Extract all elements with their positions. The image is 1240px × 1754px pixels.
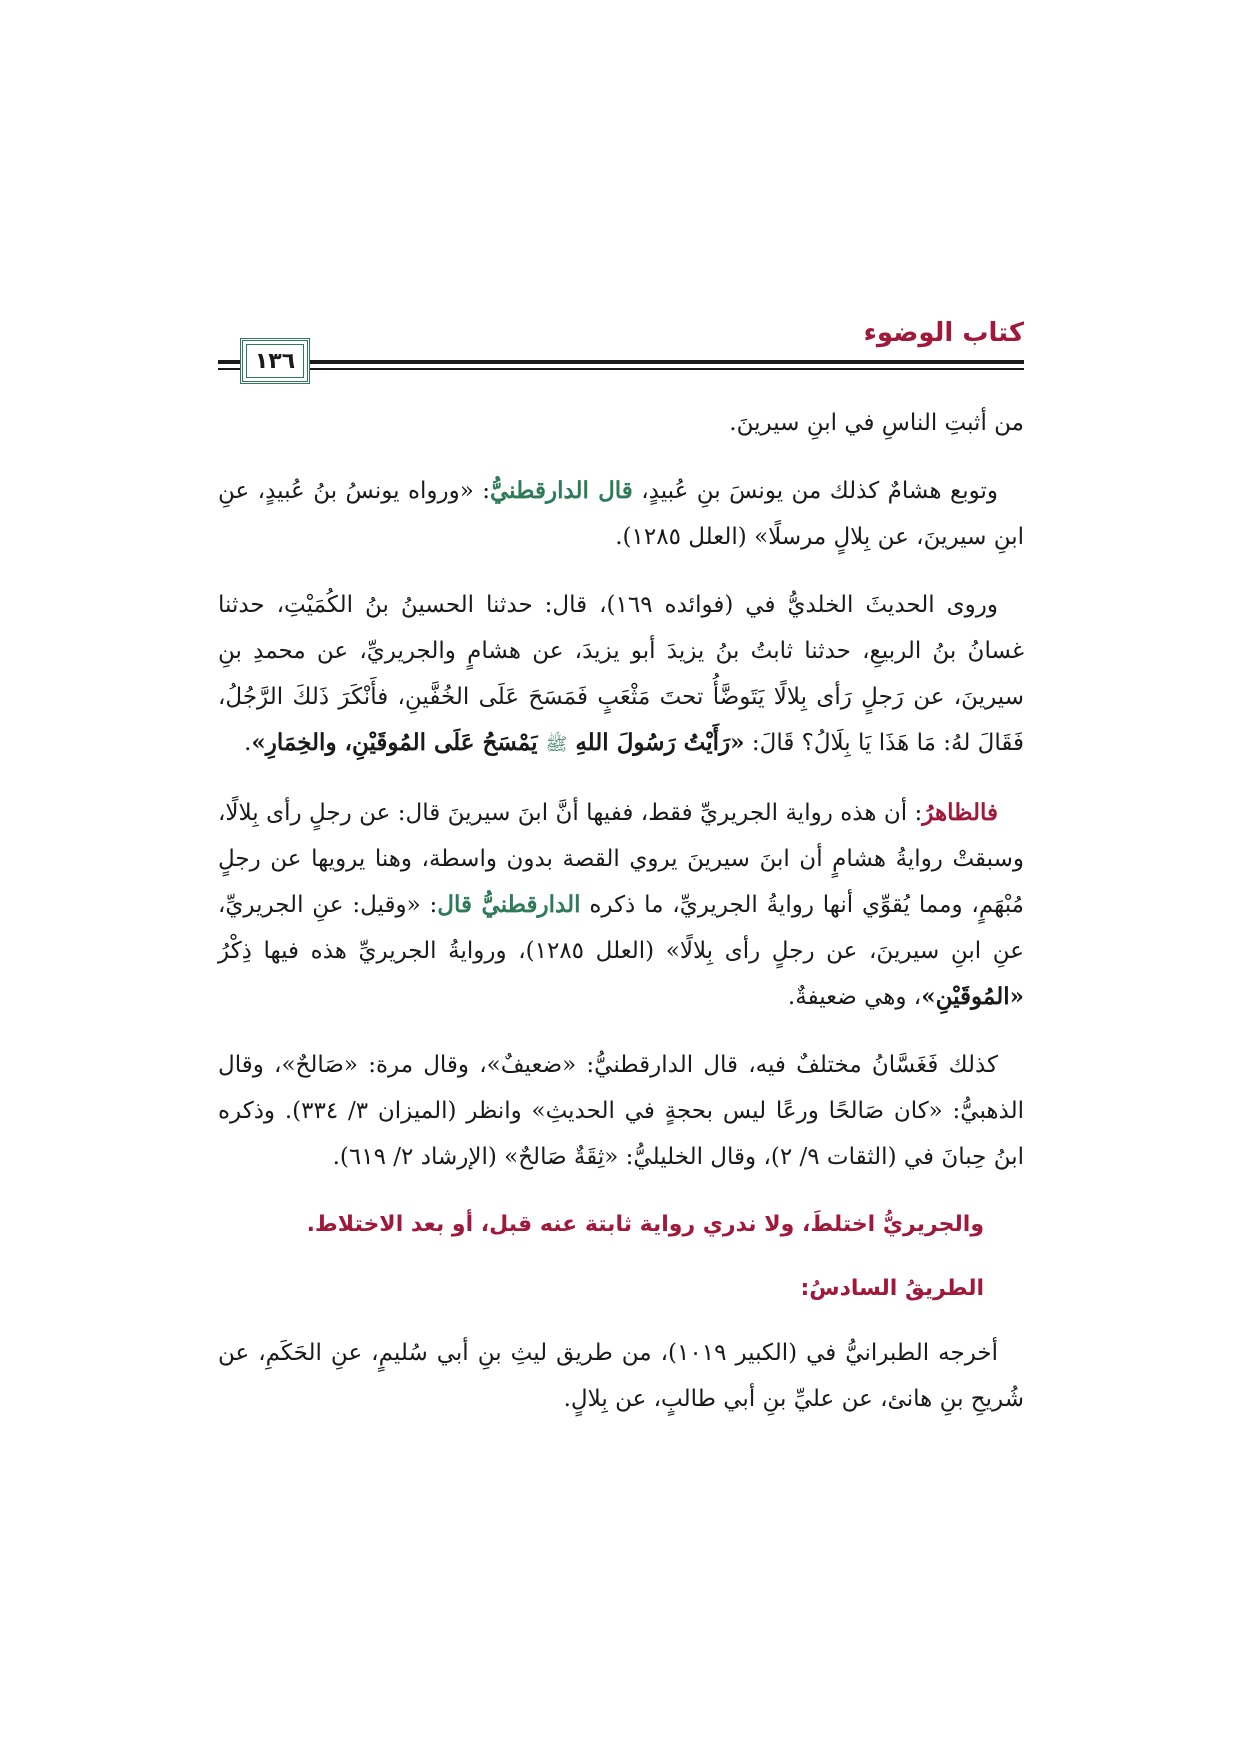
paragraph [218, 400, 1024, 446]
paragraph [218, 468, 1024, 560]
honorific-glyph: ﷺ [545, 734, 568, 755]
paragraph-text: وروى الحديثَ الخلديُّ في (فوائده ١٦٩)، قال: حدثنا الحسينُ بنُ الكُمَيْتِ، حدثنا غسانُ بنُ الربيعِ، حدثنا ثابتُ بنُ يزيدَ أبو يزيدَ، عن هشامٍ والجريريِّ، عن محمدِ بنِ سيرينَ، عن رَجلٍ رَأى بِلالًا يَتَوضَّأُ تحتَ مَثْعَبٍ فَمَسَحَ عَلَى الخُفَّينِ، فأَنْكَرَ ذَلكَ الرَّجُلُ، فَقَالَ لهُ: مَا هَذَا يَا بِلَالُ؟ قَالَ: [218, 592, 1024, 756]
header-rule-thin [218, 368, 1024, 370]
scholar-citation: قال الدارقطنيُّ [490, 477, 633, 504]
header-rule-thick [218, 360, 1024, 364]
page-number-badge: ١٣٦ [240, 338, 310, 384]
paragraph-text: من أثبتِ الناسِ في ابنِ سيرينَ. [729, 410, 1024, 436]
paragraph-text: أخرجه الطبرانيُّ في (الكبير ١٠١٩)، من طريق ليثِ بنِ أبي سُليمٍ، عنِ الحَكَمِ، عن شُريحِ بنِ هانئ، عن عليِّ بنِ أبي طالبٍ، عن بِلالٍ. [218, 1340, 1024, 1412]
hadith-quote: «رَأَيْتُ رَسُولَ اللهِ [567, 729, 745, 756]
section-heading [218, 1202, 1024, 1248]
hadith-quote: يَمْسَحُ عَلَى المُوقَيْنِ، والخِمَارِ» [251, 729, 546, 756]
paragraph [218, 1330, 1024, 1422]
book-title: كتاب الوضوء [863, 318, 1024, 348]
paragraph-text: والجريريُّ اختلطَ، ولا ندري رواية ثابتة عنه قبل، أو بعد الاختلاط. [306, 1212, 984, 1237]
page-body [218, 400, 1024, 1444]
paragraph [218, 790, 1024, 1020]
paragraph-text: ، وهي ضعيفةٌ. [787, 984, 922, 1010]
page-header [218, 318, 1024, 390]
conclusion-label: فالظاهرُ [922, 799, 998, 826]
paragraph-text: الطريقُ السادسُ: [800, 1276, 984, 1301]
paragraph [218, 1042, 1024, 1180]
paragraph-text: : «وقيل: عنِ الجريريِّ، عنِ ابنِ سيرينَ، عن رجلٍ رأى بِلالًا» (العلل ١٢٨٥)، وروايةُ الجريريِّ هذه فيها ذِكْرُ [218, 892, 1025, 964]
paragraph-text: : «ورواه يونسُ بنُ عُبيدٍ، عنِ ابنِ سيرينَ، عن بِلالٍ مرسلًا» (العلل ١٢٨٥). [218, 478, 1024, 550]
paragraph-text: كذلك فَغَسَّانُ مختلفٌ فيه، قال الدارقطنيُّ: «ضعيفٌ»، وقال مرة: «صَالحٌ»، وقال الذهبيُّ: «كان صَالحًا ورعًا ليس بحجةٍ في الحديثِ» وانظر (الميزان ٣/ ٣٣٤). وذكره ابنُ حِبانَ في (الثقات ٩/ ٢)، وقال الخليليُّ: «ثِقَةٌ صَالحٌ» (الإرشاد ٢/ ٦١٩). [218, 1052, 1025, 1170]
scholar-citation: الدارقطنيُّ قال [437, 891, 581, 918]
hadith-quote: «المُوقَيْنِ» [921, 983, 1024, 1010]
paragraph-text: : أن هذه رواية الجريريِّ فقط، ففيها أنَّ ابنَ سيرينَ قال: عن رجلٍ رأى بِلالًا، وسبقتْ روايةُ هشامٍ أن ابنَ سيرينَ يروي القصة بدون واسطة، وهنا يرويها عن رجلٍ مُبْهَمٍ، ومما يُقوِّي أنها روايةُ الجريريِّ، ما ذكره [218, 800, 1024, 918]
section-heading [218, 1266, 1024, 1312]
paragraph-text: . [244, 730, 252, 756]
paragraph [218, 582, 1024, 768]
paragraph-text: وتوبع هشامٌ كذلك من يونسَ بنِ عُبيدٍ، [632, 478, 999, 504]
